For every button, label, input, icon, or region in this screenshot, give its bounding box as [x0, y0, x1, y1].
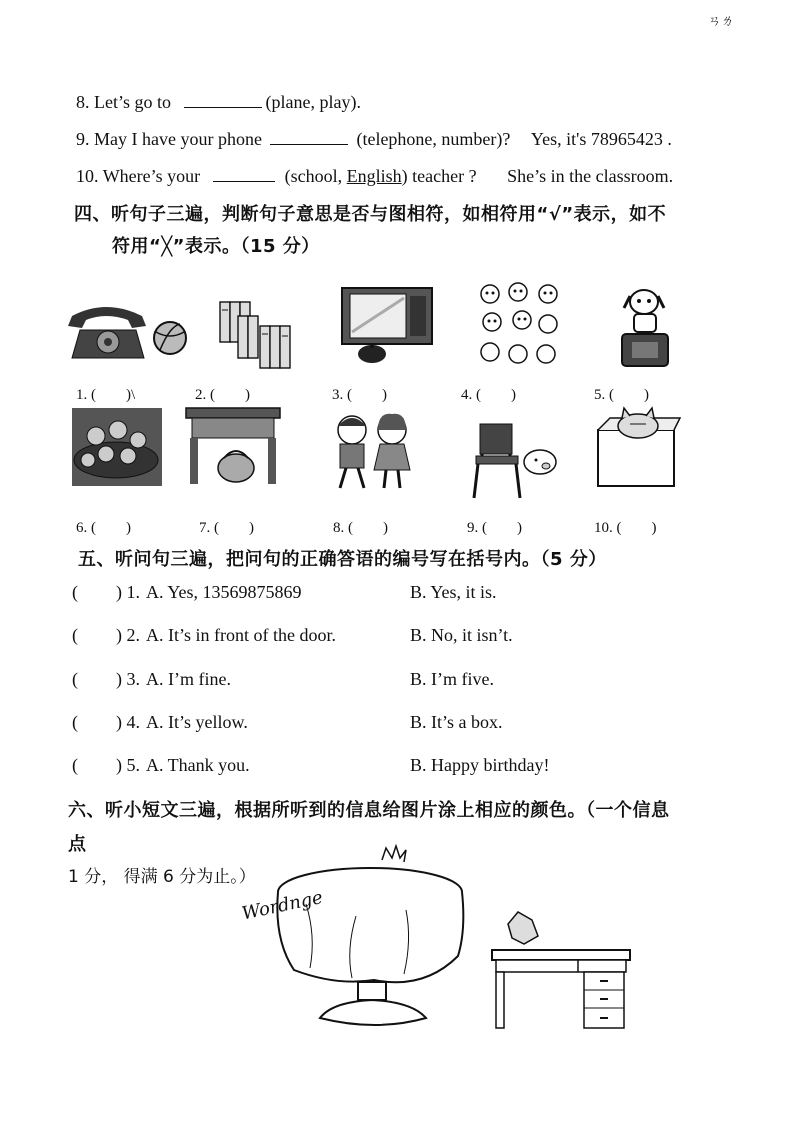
- answer-paren-3[interactable]: (: [72, 669, 78, 689]
- option-b-3: B. I’m five.: [410, 669, 494, 689]
- item-number: 8.: [76, 92, 90, 112]
- answer-paren-2[interactable]: (: [72, 625, 78, 645]
- picture-label-7[interactable]: 7. ( ): [199, 520, 254, 536]
- desk-picture[interactable]: [488, 908, 634, 1038]
- telephone-and-ball-picture: [66, 296, 190, 366]
- question-number-5: ) 5.: [116, 755, 140, 775]
- item-response: She’s in the classroom.: [507, 166, 674, 186]
- chair-and-pig-picture: [466, 420, 560, 500]
- option-b-2: B. No, it isn’t.: [410, 625, 513, 645]
- books-picture: [214, 296, 298, 372]
- answer-blank[interactable]: [213, 167, 275, 182]
- option-a-4: A. It’s yellow.: [146, 712, 248, 732]
- item-options: (telephone, number)?: [356, 129, 511, 149]
- option-a-2: A. It’s in front of the door.: [146, 625, 336, 645]
- item-10: [76, 166, 673, 187]
- item-text: May I have your phone: [94, 129, 262, 149]
- item-9: [76, 129, 672, 150]
- section6-title-line3: 1 分， 得满 6 分为止。）: [68, 867, 256, 887]
- answer-paren-4[interactable]: (: [72, 712, 78, 732]
- section4-title-line1: 四、听句子三遍，判断句子意思是否与图相符，如相符用“√”表示，如不: [74, 204, 667, 225]
- picture-label-9[interactable]: 9. ( ): [467, 520, 522, 536]
- bag-under-desk-picture: [184, 404, 284, 488]
- question-number-3: ) 3.: [116, 669, 140, 689]
- item-8: [76, 92, 361, 113]
- cats-picture: [474, 278, 566, 370]
- item-response: Yes, it's 78965423 .: [530, 129, 672, 149]
- dog-on-bag-picture: [614, 282, 674, 370]
- picture-label-2[interactable]: 2. ( ): [195, 387, 250, 403]
- picture-label-5[interactable]: 5. ( ): [594, 387, 649, 403]
- picture-label-3[interactable]: 3. ( ): [332, 387, 387, 403]
- picture-label-8[interactable]: 8. ( ): [333, 520, 388, 536]
- corner-mark: ㄢㄌ: [708, 13, 735, 28]
- item-text: Where’s your: [102, 166, 201, 186]
- item-number: 9.: [76, 129, 90, 149]
- cat-in-box-picture: [594, 406, 682, 490]
- item-text: Let’s go to: [94, 92, 171, 112]
- section5-title: 五、听问句三遍，把问句的正确答语的编号写在括号内。（5 分）: [78, 549, 607, 570]
- handwritten-scribble: Wordnge: [240, 886, 325, 925]
- section6-title-line1: 六、听小短文三遍，根据所听到的信息给图片涂上相应的颜色。（一个信息: [68, 800, 670, 821]
- section6-title-line2: 点: [68, 834, 87, 855]
- round-table-picture[interactable]: [236, 840, 472, 1040]
- question-number-2: ) 2.: [116, 625, 140, 645]
- option-b-5: B. Happy birthday!: [410, 755, 550, 775]
- answer-blank[interactable]: [270, 130, 348, 145]
- option-a-5: A. Thank you.: [146, 755, 250, 775]
- item-options-underlined: English: [346, 166, 402, 186]
- picture-label-6[interactable]: 6. ( ): [76, 520, 131, 536]
- item-options-end: ) teacher ?: [401, 166, 477, 186]
- picture-label-10[interactable]: 10. ( ): [594, 520, 657, 536]
- section4-title-line2: 符用“╳”表示。（15 分）: [112, 236, 320, 257]
- answer-paren-5[interactable]: (: [72, 755, 78, 775]
- option-a-3: A. I’m fine.: [146, 669, 231, 689]
- item-number: 10.: [76, 166, 99, 186]
- eggs-in-bowl-picture: [72, 408, 162, 486]
- tv-picture: [338, 282, 438, 372]
- boy-and-girl-picture: [324, 410, 420, 494]
- option-a-1: A. Yes, 13569875869: [146, 582, 302, 602]
- option-b-1: B. Yes, it is.: [410, 582, 497, 602]
- option-b-4: B. It’s a box.: [410, 712, 503, 732]
- picture-label-1[interactable]: 1. ( )\: [76, 387, 136, 403]
- item-options: (plane, play).: [265, 92, 361, 112]
- question-number-1: ) 1.: [116, 582, 140, 602]
- question-number-4: ) 4.: [116, 712, 140, 732]
- item-options: (school,: [284, 166, 347, 186]
- picture-label-4[interactable]: 4. ( ): [461, 387, 516, 403]
- answer-blank[interactable]: [184, 93, 262, 108]
- answer-paren-1[interactable]: (: [72, 582, 78, 602]
